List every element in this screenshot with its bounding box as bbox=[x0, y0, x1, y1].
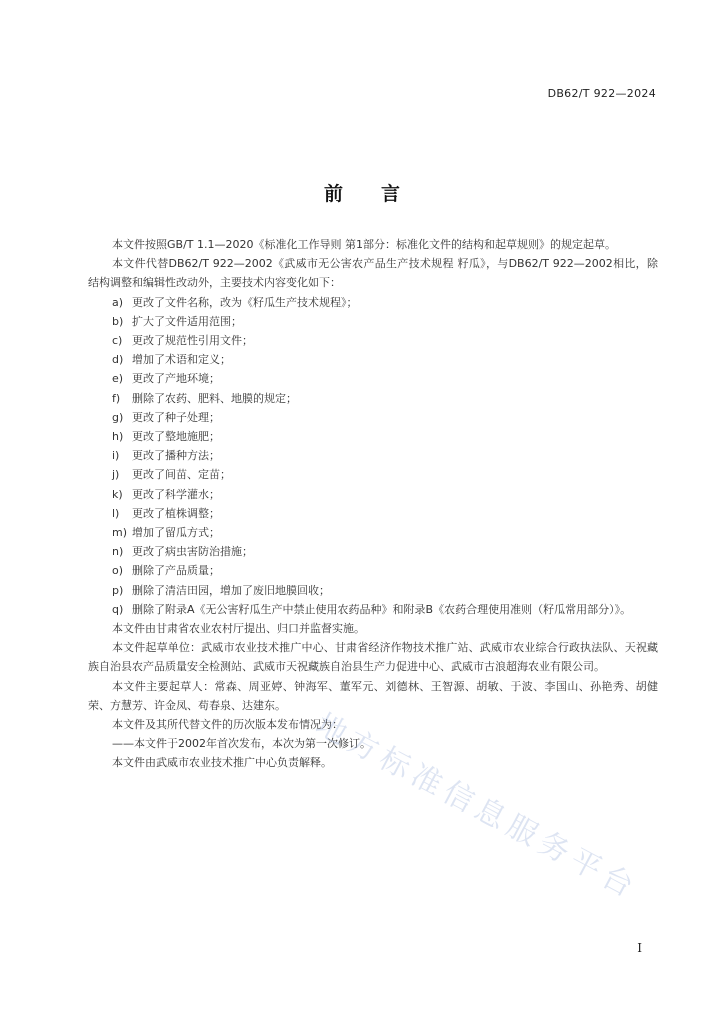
list-marker: e) bbox=[112, 372, 124, 386]
list-item bbox=[88, 350, 658, 369]
list-item bbox=[88, 542, 658, 561]
watermark: 地方标准信息服务平台 bbox=[309, 707, 645, 907]
list-item bbox=[88, 504, 658, 523]
list-marker: f) bbox=[112, 391, 121, 405]
list-item bbox=[88, 312, 658, 331]
list-marker: b) bbox=[112, 314, 124, 328]
list-item bbox=[88, 600, 658, 619]
list-item bbox=[88, 331, 658, 350]
list-marker: a) bbox=[112, 295, 124, 309]
list-marker: p) bbox=[112, 583, 124, 597]
list-item bbox=[88, 465, 658, 484]
list-item bbox=[88, 446, 658, 465]
foreword-body bbox=[88, 235, 658, 773]
list-item-text: 扩大了文件适用范围； bbox=[132, 314, 242, 328]
list-marker: j) bbox=[112, 468, 120, 482]
list-item-text: 更改了间苗、定苗； bbox=[132, 468, 231, 482]
list-item-text: 删除了产品质量； bbox=[132, 564, 220, 578]
list-item-text: 更改了播种方法； bbox=[132, 449, 220, 463]
list-item-text: 更改了病虫害防治措施； bbox=[132, 545, 253, 559]
page-title: 前言 bbox=[323, 183, 438, 205]
foreword-paragraph-drafters: 本文件主要起草人：常森、周亚婷、钟海军、董军元、刘德林、王智源、胡敏、于波、李国山、孙艳秀、胡健荣、方慧芳、许金凤、苟春泉、达建东。 bbox=[88, 679, 658, 712]
list-item-text: 删除了附录A《无公害籽瓜生产中禁止使用农药品种》和附录B《农药合理使用准则（籽瓜常用部分）》。 bbox=[132, 602, 632, 616]
list-item-text: 更改了科学灌水； bbox=[132, 487, 220, 501]
list-marker: n) bbox=[112, 545, 124, 559]
list-marker: k) bbox=[112, 487, 123, 501]
list-marker: h) bbox=[112, 430, 124, 444]
list-item-text: 删除了清洁田园，增加了废旧地膜回收； bbox=[132, 583, 330, 597]
list-item bbox=[88, 581, 658, 600]
list-marker: c) bbox=[112, 334, 123, 348]
list-item bbox=[88, 389, 658, 408]
list-item-text: 更改了规范性引用文件； bbox=[132, 334, 253, 348]
list-item bbox=[88, 293, 658, 312]
list-marker: m) bbox=[112, 526, 128, 540]
foreword-paragraph-history-intro: 本文件及其所代替文件的历次版本发布情况为： bbox=[112, 718, 343, 732]
foreword-paragraph-drafting-rules: 本文件按照GB/T 1.1—2020《标准化工作导则 第1部分：标准化文件的结构和起草规则》的规定起草。 bbox=[112, 238, 616, 251]
document-code: DB62/T 922—2024 bbox=[547, 87, 656, 100]
list-marker: d) bbox=[112, 353, 124, 367]
list-item bbox=[88, 561, 658, 580]
list-item bbox=[88, 408, 658, 427]
list-item bbox=[88, 485, 658, 504]
list-item-text: 更改了种子处理； bbox=[132, 410, 220, 424]
list-item-text: 更改了产地环境； bbox=[132, 372, 220, 386]
list-item-text: 增加了留瓜方式； bbox=[132, 526, 220, 540]
list-marker: l) bbox=[112, 506, 120, 520]
list-item-text: 增加了术语和定义； bbox=[132, 353, 231, 367]
list-item bbox=[88, 427, 658, 446]
list-marker: q) bbox=[112, 602, 124, 616]
foreword-paragraph-replacement: 本文件代替DB62/T 922—2002《武威市无公害农产品生产技术规程 籽瓜》，与DB62/T 922—2002相比，除结构调整和编辑性改动外，主要技术内容变化如下： bbox=[88, 257, 658, 290]
list-marker: o) bbox=[112, 564, 124, 578]
list-item bbox=[88, 523, 658, 542]
list-item bbox=[88, 369, 658, 388]
list-marker: i) bbox=[112, 449, 120, 463]
list-item-text: 删除了农药、肥料、地膜的规定； bbox=[132, 391, 297, 405]
list-item-text: 更改了植株调整； bbox=[132, 506, 220, 520]
list-marker: g) bbox=[112, 410, 124, 424]
list-item-text: 更改了文件名称，改为《籽瓜生产技术规程》； bbox=[132, 295, 358, 309]
foreword-paragraph-interpretation: 本文件由武威市农业技术推广中心负责解释。 bbox=[112, 756, 332, 770]
foreword-paragraph-drafting-units: 本文件起草单位：武威市农业技术推广中心、甘肃省经济作物技术推广站、武威市农业综合行政执法队、天祝藏族自治县农产品质量安全检测站、武威市天祝藏族自治县生产力促进中心、武威市古浪超海农业有限公司。 bbox=[88, 641, 658, 674]
list-item-text: 更改了整地施肥； bbox=[132, 430, 220, 444]
page-number: I bbox=[637, 941, 642, 955]
changes-list bbox=[88, 293, 658, 619]
foreword-paragraph-proposer: 本文件由甘肃省农业农村厅提出、归口并监督实施。 bbox=[112, 622, 365, 636]
foreword-paragraph-history: ——本文件于2002年首次发布，本次为第一次修订。 bbox=[112, 737, 371, 751]
